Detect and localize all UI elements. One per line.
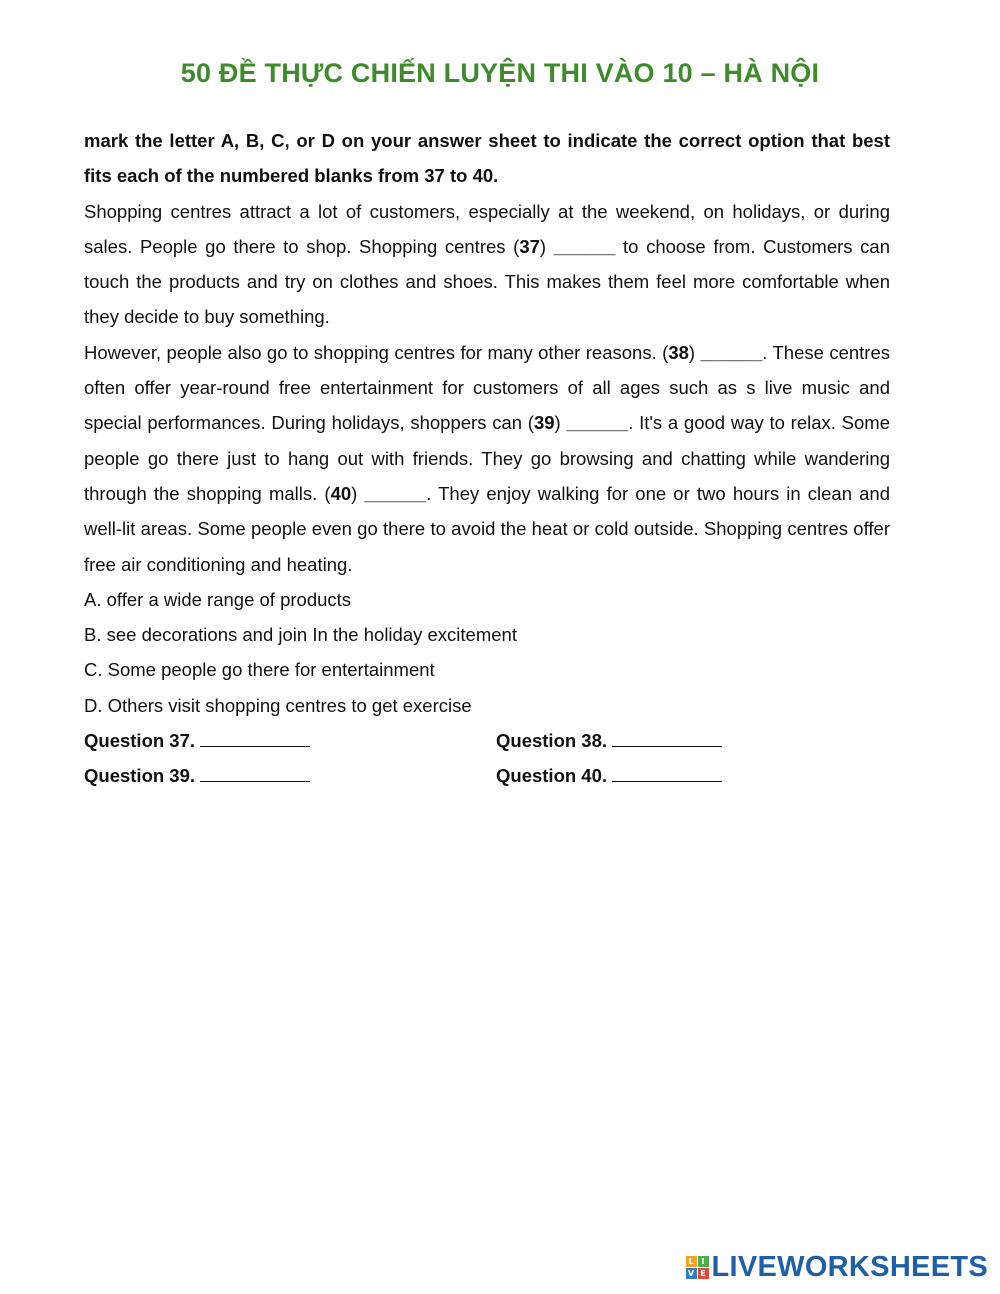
logo-letter: L <box>686 1256 697 1267</box>
passage-text: ) <box>351 482 365 504</box>
worksheet-content <box>84 123 890 794</box>
passage-text: . It's a good way to relax. Some people go there just to hang out with friends. They go browsing and chatting while wandering through the shopping malls. ( <box>84 412 890 504</box>
logo-letter: E <box>698 1268 709 1279</box>
passage-text: Shopping centres attract a lot of customers, especially at the weekend, on holidays, or during sales. People go there to shop. Shopping centres ( <box>84 200 890 257</box>
option-a: A. offer a wide range of products <box>84 588 352 610</box>
logo-letter: I <box>698 1256 709 1267</box>
passage-text: However, people also go to shopping centres for many other reasons. ( <box>84 341 669 363</box>
answer-question-37 <box>84 723 310 758</box>
answer-label: Question 40. <box>496 765 608 787</box>
page-title: 50 ĐỀ THỰC CHIẾN LUYỆN THI VÀO 10 – HÀ NỘI <box>180 58 820 88</box>
answer-label: Question 38. <box>496 730 608 752</box>
answer-input-39[interactable] <box>200 763 310 782</box>
passage-text: . They enjoy walking for one or two hours in clean and well-lit areas. Some people even go there to avoid the heat or cold outside. Shopping centres offer free air conditioning and heating. <box>84 482 890 575</box>
answer-row <box>84 758 890 793</box>
answer-row <box>84 723 890 758</box>
answer-section <box>84 723 890 794</box>
passage-text: to choose from. Customers can touch the products and try on clothes and shoes. This makes them feel more comfortable when they decide to buy something. <box>84 235 890 328</box>
passage-text: ) <box>554 412 567 434</box>
answer-label: Question 39. <box>84 765 196 787</box>
logo-letter: V <box>686 1268 697 1279</box>
logo-grid-icon <box>686 1256 709 1279</box>
instruction-text: mark the letter A, B, C, or D on your answer sheet to indicate the correct option that best fits each of the numbered blanks from 37 to 40. <box>84 130 890 187</box>
blank-39[interactable]: ______ <box>566 412 629 434</box>
answer-label: Question 37. <box>84 730 196 752</box>
option-d: D. Others visit shopping centres to get exercise <box>84 694 472 716</box>
question-number-38: 38 <box>668 341 689 363</box>
answer-question-38 <box>496 723 722 758</box>
passage-paragraph-1 <box>84 194 890 335</box>
passage-paragraph-2 <box>84 335 890 582</box>
passage-text: . These centres often offer year-round free entertainment for customers of all ages such as s live music and special performances. During holidays, shoppers can ( <box>84 341 890 434</box>
logo-text: LIVEWORKSHEETS <box>711 1251 988 1283</box>
blank-38[interactable]: ______ <box>700 341 763 363</box>
passage-text: ) <box>688 341 701 363</box>
passage-text: ) <box>539 235 554 257</box>
answer-question-40 <box>496 758 722 793</box>
answer-options <box>84 582 890 723</box>
answer-question-39 <box>84 758 310 793</box>
blank-37[interactable]: ______ <box>553 235 616 257</box>
option-b: B. see decorations and join In the holiday excitement <box>84 624 517 646</box>
question-number-37: 37 <box>519 235 540 257</box>
question-number-40: 40 <box>330 482 352 504</box>
answer-input-40[interactable] <box>612 763 722 782</box>
liveworksheets-logo <box>686 1251 989 1284</box>
answer-input-38[interactable] <box>612 728 722 747</box>
blank-40[interactable]: ______ <box>364 482 427 504</box>
option-c: C. Some people go there for entertainment <box>84 659 435 681</box>
question-number-39: 39 <box>533 412 555 434</box>
answer-input-37[interactable] <box>200 728 310 747</box>
